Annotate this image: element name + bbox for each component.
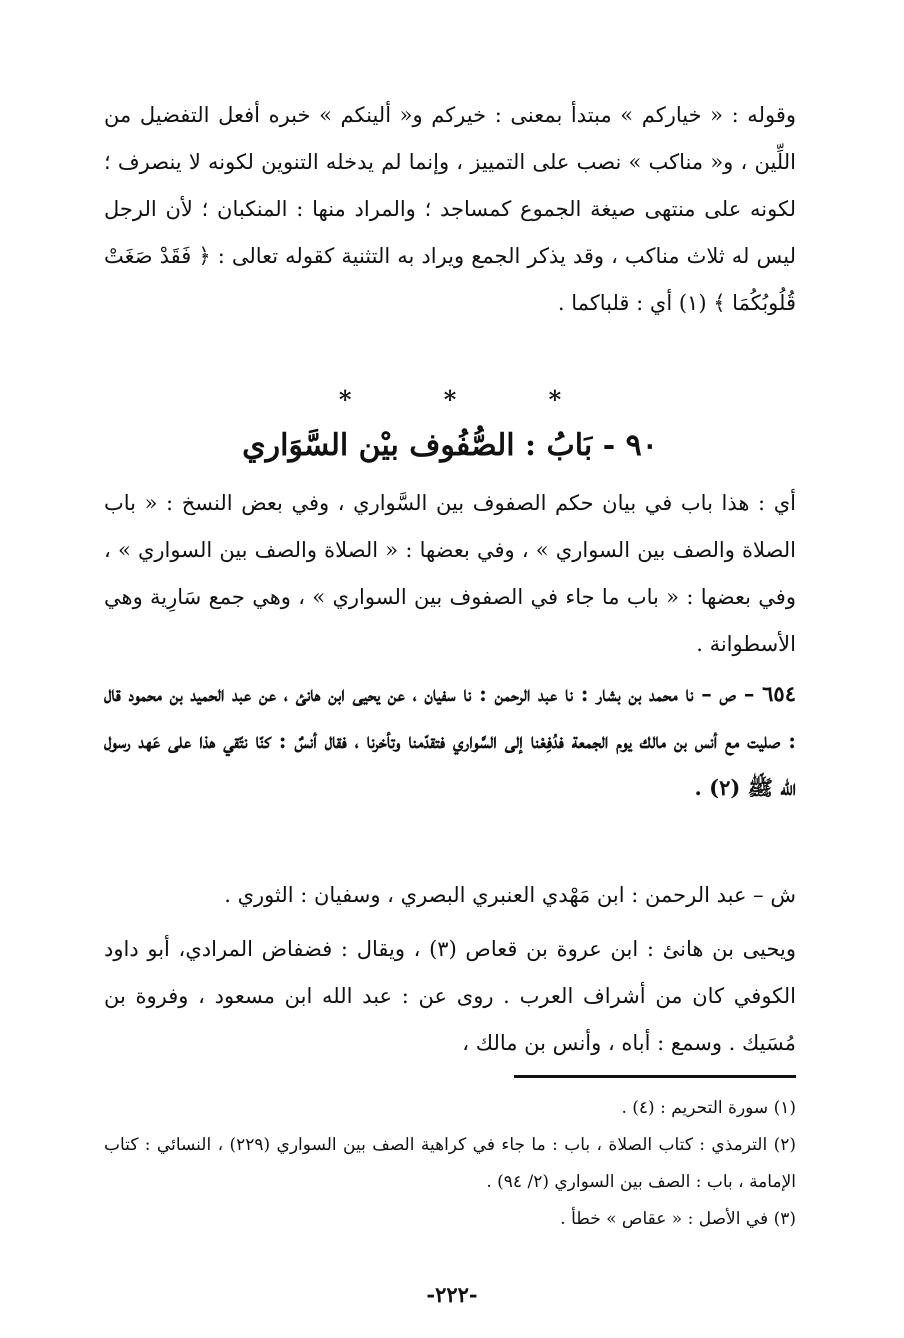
page-body <box>104 92 796 1076</box>
sharh-line: ش – عبد الرحمن : ابن مَهْدي العنبري البصري ، وسفيان : الثوري . <box>224 883 796 907</box>
hadith-text: ٦٥٤ – ص – نا محمد بن بشار : نا عبد الرحمن : نا سفيان ، عن يحيى ابن هانئ ، عن عبد الحميد بن محمود قال : صليت مع أنس بن مالك يوم الجمعة فدُفِعْنا إلى السَّواري فتقدّمنا وتأخرنا ، فقال أنسٌ : كنّا نتّقي هذا على عَهد رسول الله ﷺ (٢) . <box>104 681 796 800</box>
footnote-1: (١) سورة التحريم : (٤) . <box>621 1098 796 1118</box>
commentary-paragraph: وقوله : « خياركم » مبتدأ بمعنى : خيركم و« ألينكم » خبره أفعل التفضيل من اللِّين ، و« مناكب » نصب على التمييز ، وإنما لم يدخله التنوين لكونه لا ينصرف ؛ لكونه على منتهى صيغة الجموع كمساجد ؛ والمراد منها : المنكبان ؛ لأن الرجل ليس له ثلاث مناكب ، وقد يذكر الجمع ويراد به التثنية كقوله تعالى : ﴿ فَقَدْ صَغَتْ قُلُوبُكُمَا ﴾ (١) أي : قلباكما . <box>104 103 796 315</box>
footnote-2: (٢) الترمذي : كتاب الصلاة ، باب : ما جاء في كراهية الصف بين السواري (٢٢٩) ، النسائي : كتاب الإمامة ، باب : الصف بين السواري (٢/ ٩٤) . <box>104 1135 796 1192</box>
footnote-divider <box>514 1075 796 1078</box>
chapter-commentary: أي : هذا باب في بيان حكم الصفوف بين السَّواري ، وفي بعض النسخ : « باب الصلاة والصف بين السواري » ، وفي بعضها : « الصلاة والصف بين السواري » ، وفي بعضها : « باب ما جاء في الصفوف بين السواري » ، وهي جمع سَارِية وهي الأسطوانة . <box>104 491 796 656</box>
footnotes <box>104 1090 796 1238</box>
chapter-title: ٩٠ - بَابُ : الصُّفُوف بيْن السَّوَاري <box>242 428 658 463</box>
page-number: -٢٢٢- <box>426 1282 478 1307</box>
section-separator: * * * <box>338 385 604 414</box>
footnote-3: (٣) في الأصل : « عقاص » خطأ . <box>560 1209 796 1229</box>
narrator-paragraph: ويحيى بن هانئ : ابن عروة بن قعاص (٣) ، ويقال : فضفاض المرادي، أبو داود الكوفي كان من أشراف العرب . روى عن : عبد الله ابن مسعود ، وفروة بن مُسَيك . وسمع : أباه ، وأنس بن مالك ، <box>104 937 796 1055</box>
